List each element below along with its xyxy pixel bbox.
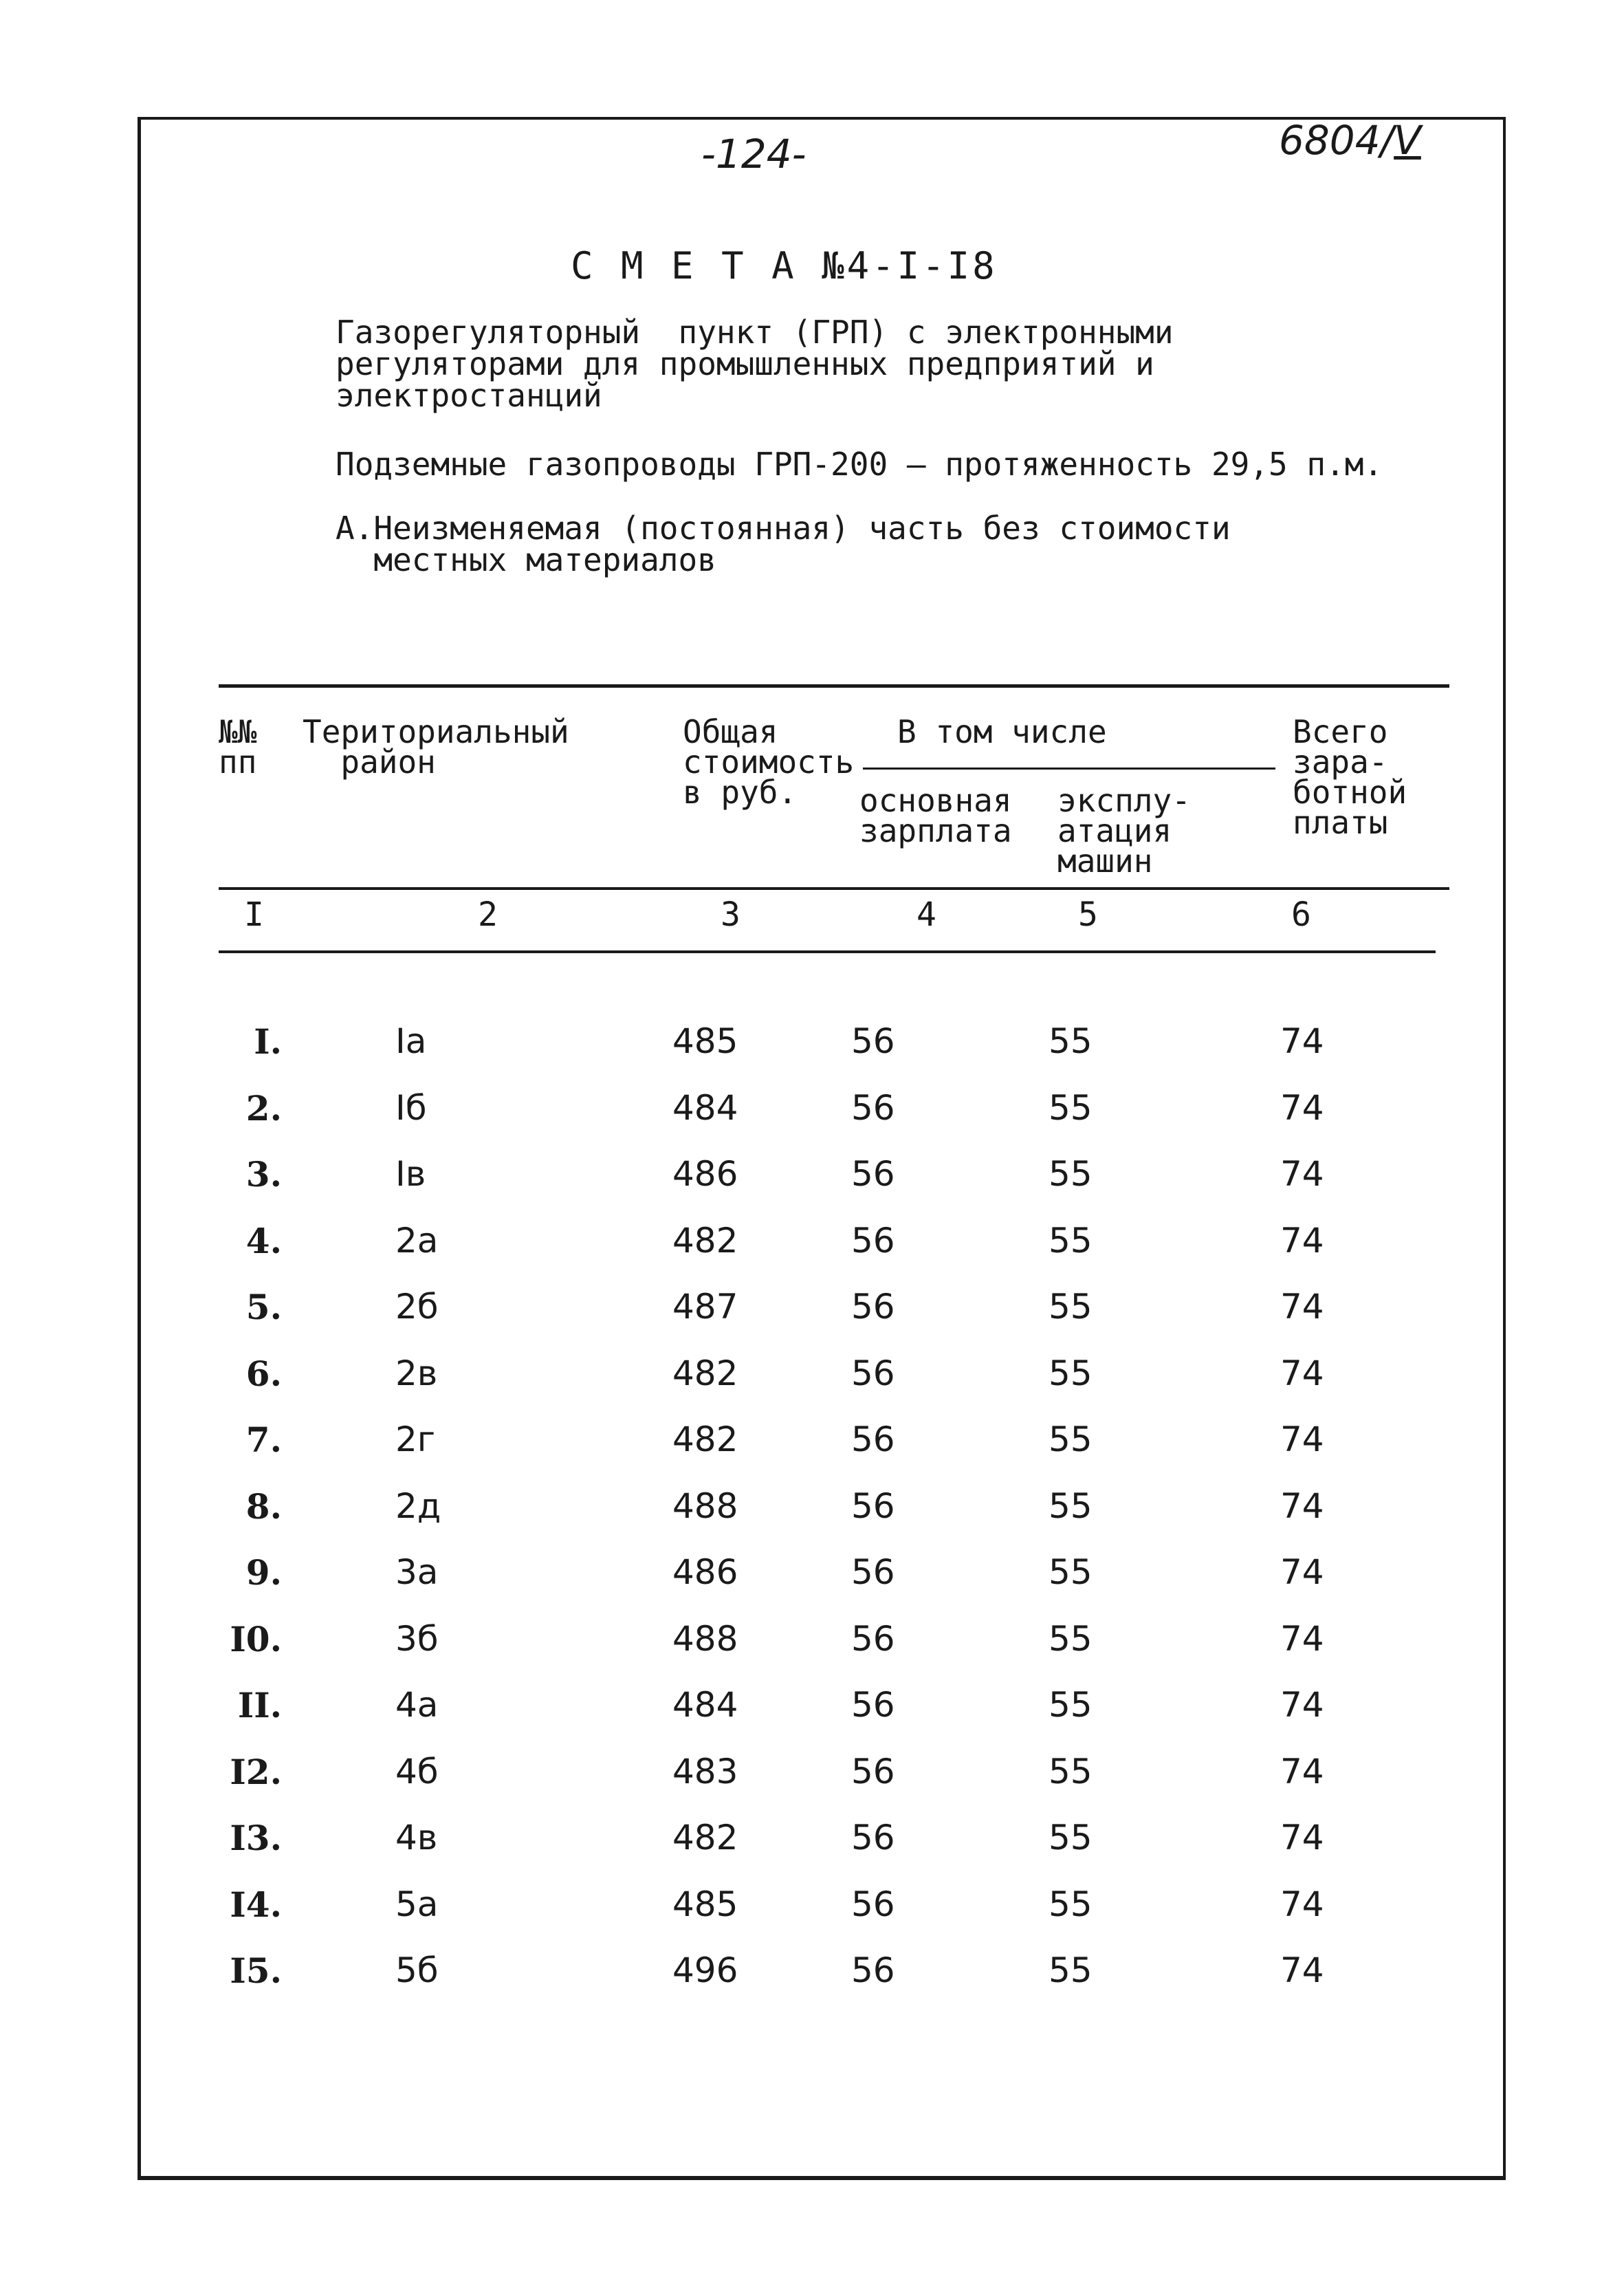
document-code-suffix: V bbox=[1394, 117, 1421, 164]
row-num: 4. bbox=[245, 1221, 282, 1261]
row-district: Iб bbox=[395, 1088, 427, 1128]
pipelines-line: Подземные газопроводы ГРП-200 – протяженность 29,5 п.м. bbox=[336, 446, 1383, 483]
row-total-cost: 485 bbox=[672, 1884, 738, 1924]
row-num: 2. bbox=[245, 1088, 282, 1129]
row-base-wage: 56 bbox=[851, 1884, 895, 1924]
row-district: 3а bbox=[395, 1552, 439, 1592]
row-num: I4. bbox=[230, 1884, 282, 1925]
row-district: 4а bbox=[395, 1685, 439, 1725]
header-bottom-rule bbox=[219, 887, 1449, 890]
row-total-wage: 74 bbox=[1280, 1619, 1324, 1659]
row-machine-operation: 55 bbox=[1049, 1950, 1093, 1990]
row-total-wage: 74 bbox=[1280, 1287, 1324, 1327]
row-base-wage: 56 bbox=[851, 1950, 895, 1990]
row-machine-operation: 55 bbox=[1049, 1552, 1093, 1592]
col-number-5: 5 bbox=[1078, 895, 1098, 934]
row-base-wage: 56 bbox=[851, 1419, 895, 1459]
row-total-cost: 487 bbox=[672, 1287, 738, 1327]
row-num: I5. bbox=[230, 1950, 282, 1991]
row-district: 5а bbox=[395, 1884, 439, 1924]
row-machine-operation: 55 bbox=[1049, 1884, 1093, 1924]
row-num: 8. bbox=[245, 1486, 282, 1527]
row-total-wage: 74 bbox=[1280, 1088, 1324, 1128]
row-machine-operation: 55 bbox=[1049, 1287, 1093, 1327]
row-base-wage: 56 bbox=[851, 1619, 895, 1659]
row-total-wage: 74 bbox=[1280, 1021, 1324, 1061]
page-number: -124- bbox=[701, 131, 806, 177]
row-total-wage: 74 bbox=[1280, 1752, 1324, 1792]
row-num: I0. bbox=[230, 1619, 282, 1659]
row-district: 2д bbox=[395, 1486, 441, 1526]
header-total-wage: Всего зара- ботной платы bbox=[1293, 713, 1407, 841]
row-base-wage: 56 bbox=[851, 1818, 895, 1858]
col-number-1: I bbox=[244, 895, 264, 934]
row-total-wage: 74 bbox=[1280, 1486, 1324, 1526]
row-district: 4в bbox=[395, 1818, 438, 1858]
row-base-wage: 56 bbox=[851, 1154, 895, 1194]
row-base-wage: 56 bbox=[851, 1752, 895, 1792]
row-machine-operation: 55 bbox=[1049, 1752, 1093, 1792]
estimate-title: С М Е Т А №4-I-I8 bbox=[571, 244, 998, 287]
row-total-wage: 74 bbox=[1280, 1154, 1324, 1194]
row-num: I2. bbox=[230, 1752, 282, 1792]
row-total-wage: 74 bbox=[1280, 1419, 1324, 1459]
row-base-wage: 56 bbox=[851, 1287, 895, 1327]
row-total-cost: 485 bbox=[672, 1021, 738, 1061]
row-base-wage: 56 bbox=[851, 1353, 895, 1393]
row-total-cost: 488 bbox=[672, 1619, 738, 1659]
row-base-wage: 56 bbox=[851, 1685, 895, 1725]
row-num: 9. bbox=[245, 1552, 282, 1593]
estimate-description: Газорегуляторный пункт (ГРП) с электронными регуляторами для промышленных предприятий и электростанций bbox=[336, 314, 1174, 414]
header-num: №№ пп bbox=[219, 713, 257, 781]
row-district: Iв bbox=[395, 1154, 426, 1194]
row-num: I. bbox=[254, 1021, 282, 1062]
row-machine-operation: 55 bbox=[1049, 1619, 1093, 1659]
row-district: 3б bbox=[395, 1619, 439, 1659]
row-total-cost: 482 bbox=[672, 1353, 738, 1393]
row-total-wage: 74 bbox=[1280, 1552, 1324, 1592]
document-code bbox=[1279, 117, 1421, 164]
header-district: Териториальный район bbox=[303, 713, 569, 781]
row-district: 4б bbox=[395, 1752, 439, 1792]
row-machine-operation: 55 bbox=[1049, 1021, 1093, 1061]
row-machine-operation: 55 bbox=[1049, 1088, 1093, 1128]
header-machines: эксплу- атация машин bbox=[1057, 782, 1191, 880]
table-top-rule bbox=[219, 684, 1449, 688]
row-base-wage: 56 bbox=[851, 1221, 895, 1261]
row-machine-operation: 55 bbox=[1049, 1419, 1093, 1459]
row-machine-operation: 55 bbox=[1049, 1353, 1093, 1393]
row-base-wage: 56 bbox=[851, 1486, 895, 1526]
row-total-cost: 486 bbox=[672, 1154, 738, 1194]
document-code-main: 6804/ bbox=[1279, 117, 1394, 164]
row-total-cost: 482 bbox=[672, 1818, 738, 1858]
row-total-wage: 74 bbox=[1280, 1950, 1324, 1990]
row-num: II. bbox=[237, 1685, 282, 1726]
row-total-wage: 74 bbox=[1280, 1884, 1324, 1924]
row-num: I3. bbox=[230, 1818, 282, 1858]
col-number-6: 6 bbox=[1291, 895, 1311, 934]
row-total-cost: 482 bbox=[672, 1221, 738, 1261]
row-district: 2в bbox=[395, 1353, 438, 1393]
row-base-wage: 56 bbox=[851, 1088, 895, 1128]
row-base-wage: 56 bbox=[851, 1552, 895, 1592]
row-machine-operation: 55 bbox=[1049, 1221, 1093, 1261]
row-machine-operation: 55 bbox=[1049, 1154, 1093, 1194]
row-total-wage: 74 bbox=[1280, 1221, 1324, 1261]
col-number-3: 3 bbox=[721, 895, 740, 934]
row-total-cost: 484 bbox=[672, 1685, 738, 1725]
row-num: 3. bbox=[245, 1154, 282, 1195]
row-district: 5б bbox=[395, 1950, 439, 1990]
part-a-heading: А.Неизменяемая (постоянная) часть без стоимости местных материалов bbox=[336, 510, 1231, 578]
row-total-wage: 74 bbox=[1280, 1685, 1324, 1725]
col-number-4: 4 bbox=[917, 895, 936, 934]
header-incl-rule bbox=[863, 768, 1275, 770]
row-total-cost: 496 bbox=[672, 1950, 738, 1990]
header-total: Общая стоимость в руб. bbox=[683, 713, 855, 811]
row-num: 6. bbox=[245, 1353, 282, 1394]
row-total-cost: 484 bbox=[672, 1088, 738, 1128]
row-total-cost: 482 bbox=[672, 1419, 738, 1459]
page-frame bbox=[138, 117, 1506, 2180]
col-numbers-rule bbox=[219, 950, 1436, 953]
col-number-2: 2 bbox=[478, 895, 498, 934]
row-machine-operation: 55 bbox=[1049, 1486, 1093, 1526]
row-district: 2б bbox=[395, 1287, 439, 1327]
row-total-wage: 74 bbox=[1280, 1818, 1324, 1858]
row-district: 2г bbox=[395, 1419, 436, 1459]
row-machine-operation: 55 bbox=[1049, 1818, 1093, 1858]
header-base-wage: основная зарплата bbox=[859, 782, 1012, 849]
row-total-cost: 486 bbox=[672, 1552, 738, 1592]
row-district: Iа bbox=[395, 1021, 427, 1061]
row-total-cost: 483 bbox=[672, 1752, 738, 1792]
row-base-wage: 56 bbox=[851, 1021, 895, 1061]
row-total-cost: 488 bbox=[672, 1486, 738, 1526]
row-total-wage: 74 bbox=[1280, 1353, 1324, 1393]
header-incl: В том числе bbox=[897, 713, 1107, 750]
row-num: 5. bbox=[245, 1287, 282, 1327]
row-district: 2а bbox=[395, 1221, 439, 1261]
row-num: 7. bbox=[245, 1419, 282, 1460]
row-machine-operation: 55 bbox=[1049, 1685, 1093, 1725]
